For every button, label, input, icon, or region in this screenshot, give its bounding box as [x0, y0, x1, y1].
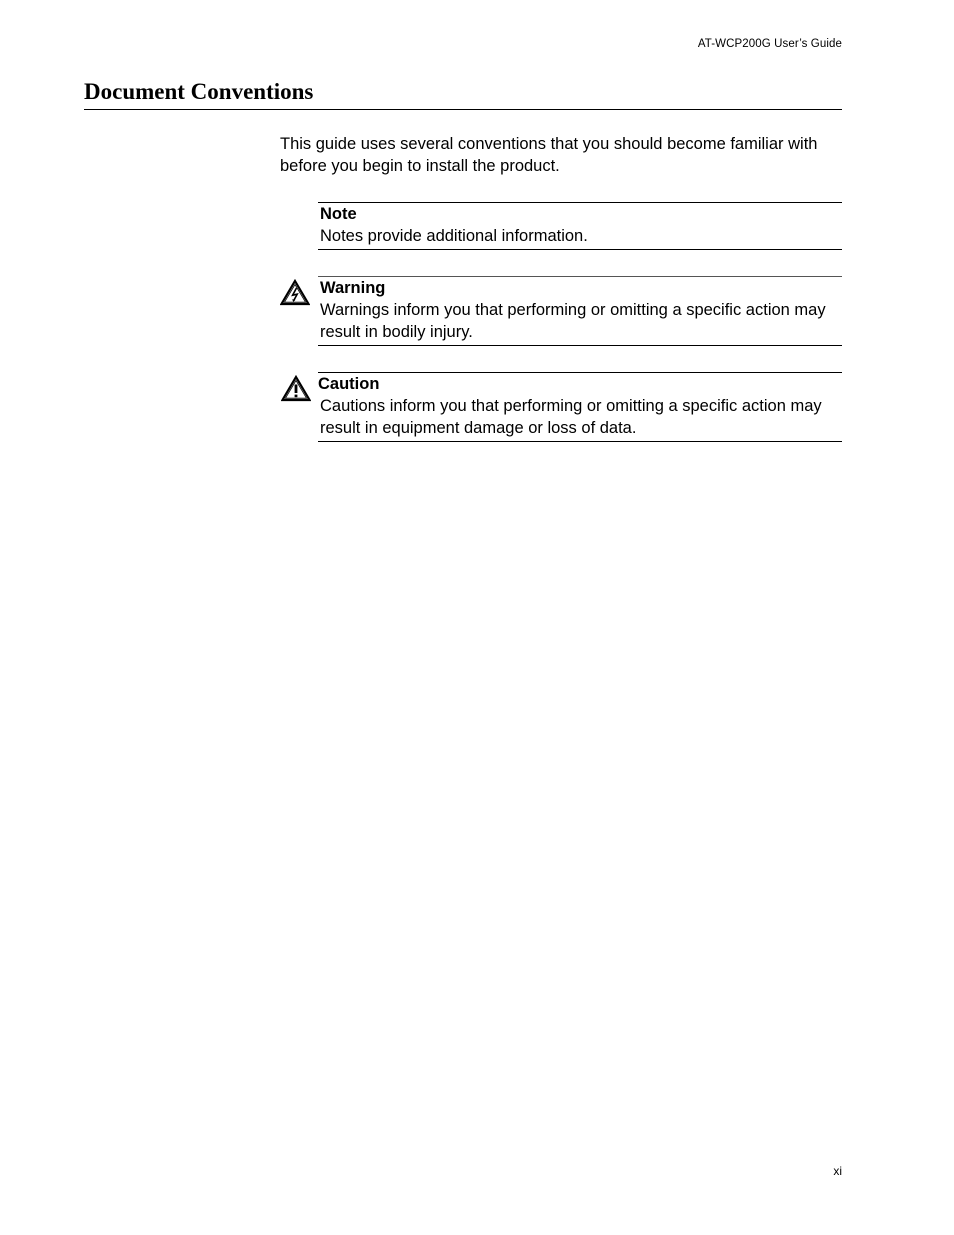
page-number: xi	[833, 1164, 842, 1178]
caution-box	[318, 372, 842, 442]
section-title: Document Conventions	[84, 78, 842, 110]
warning-text: Warnings inform you that performing or omitting a specific action may result in bodily injury.	[320, 301, 826, 341]
warning-box	[318, 276, 842, 346]
electric-warning-icon	[280, 279, 310, 306]
caution-text: Cautions inform you that performing or omitting a specific action may result in equipment damage or loss of data.	[320, 397, 822, 437]
intro-paragraph: This guide uses several conventions that you should become familiar with before you begin to install the product.	[280, 135, 818, 175]
caution-title: Caution	[318, 375, 380, 393]
note-text: Notes provide additional information.	[320, 227, 588, 245]
running-header: AT-WCP200G User’s Guide	[697, 38, 842, 50]
note-box	[318, 202, 842, 250]
exclamation-warning-icon	[281, 375, 311, 402]
warning-title: Warning	[320, 279, 386, 297]
note-title: Note	[320, 205, 357, 223]
